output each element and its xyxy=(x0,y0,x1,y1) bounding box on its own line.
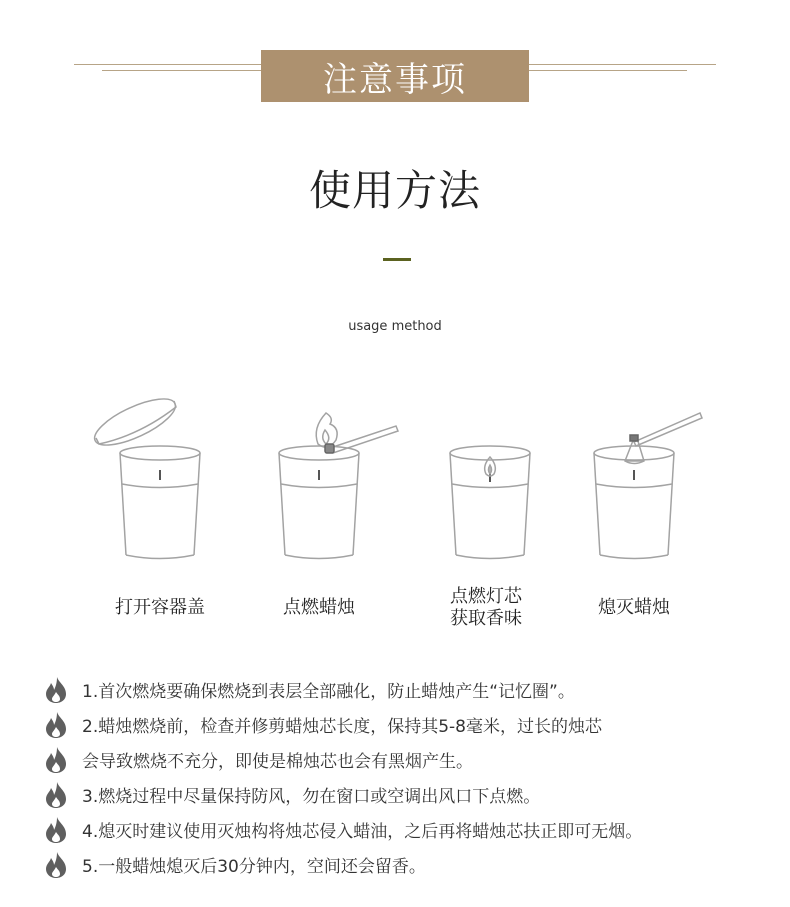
jar-icon xyxy=(279,446,359,559)
step-2-light-candle-illustration xyxy=(279,413,398,559)
flame-icon xyxy=(44,676,68,704)
match-flame-icon xyxy=(316,413,337,447)
note-item xyxy=(44,672,774,707)
section-title: 使用方法 xyxy=(308,166,481,215)
note-text: 1.首次燃烧要确保燃烧到表层全部融化，防止蜡烛产生“记忆圈”。 xyxy=(82,682,575,702)
notes-list xyxy=(44,672,774,882)
flame-icon xyxy=(44,816,68,844)
step-3-label-line-1: 点燃灯芯 xyxy=(450,586,522,607)
flame-icon xyxy=(44,711,68,739)
banner-rule-right-top xyxy=(527,64,716,65)
step-3-lit-wick-illustration xyxy=(450,446,530,559)
step-4-snuff-out-illustration xyxy=(594,413,702,559)
lid-icon xyxy=(89,390,181,454)
note-text: 会导致燃烧不充分，即使是棉烛芯也会有黑烟产生。 xyxy=(82,752,473,772)
section-subtitle: usage method xyxy=(348,319,442,334)
note-item xyxy=(44,777,774,812)
step-3-label xyxy=(426,586,546,630)
step-2-label: 点燃蜡烛 xyxy=(283,597,355,618)
step-1-open-lid-illustration xyxy=(89,390,200,559)
note-item xyxy=(44,847,774,882)
candle-snuffer-icon xyxy=(625,413,702,464)
note-text: 2.蜡烛燃烧前，检查并修剪蜡烛芯长度，保持其5-8毫米，过长的烛芯 xyxy=(82,717,602,737)
note-text: 5.一般蜡烛熄灭后30分钟内，空间还会留香。 xyxy=(82,857,426,877)
banner-rule-left-bottom xyxy=(102,70,264,71)
note-text: 3.燃烧过程中尽量保持防风，勿在窗口或空调出风口下点燃。 xyxy=(82,787,541,807)
note-item xyxy=(44,707,774,742)
banner-rule-right-bottom xyxy=(527,70,687,71)
step-4-label: 熄灭蜡烛 xyxy=(598,597,670,618)
banner-rule-left-top xyxy=(74,64,264,65)
jar-icon xyxy=(120,446,200,559)
flame-icon xyxy=(44,781,68,809)
steps-illustrations xyxy=(0,380,790,595)
jar-icon xyxy=(450,446,530,559)
note-item xyxy=(44,812,774,847)
flame-icon xyxy=(44,746,68,774)
step-3-label-line-2: 获取香味 xyxy=(450,608,522,629)
flame-icon xyxy=(44,851,68,879)
note-text: 4.熄灭时建议使用灭烛构将烛芯侵入蜡油，之后再将蜡烛芯扶正即可无烟。 xyxy=(82,822,643,842)
title-accent-dash xyxy=(383,258,411,261)
note-item xyxy=(44,742,774,777)
step-1-label: 打开容器盖 xyxy=(115,597,205,618)
notice-banner-title: 注意事项 xyxy=(323,59,467,100)
notice-banner xyxy=(261,50,529,102)
